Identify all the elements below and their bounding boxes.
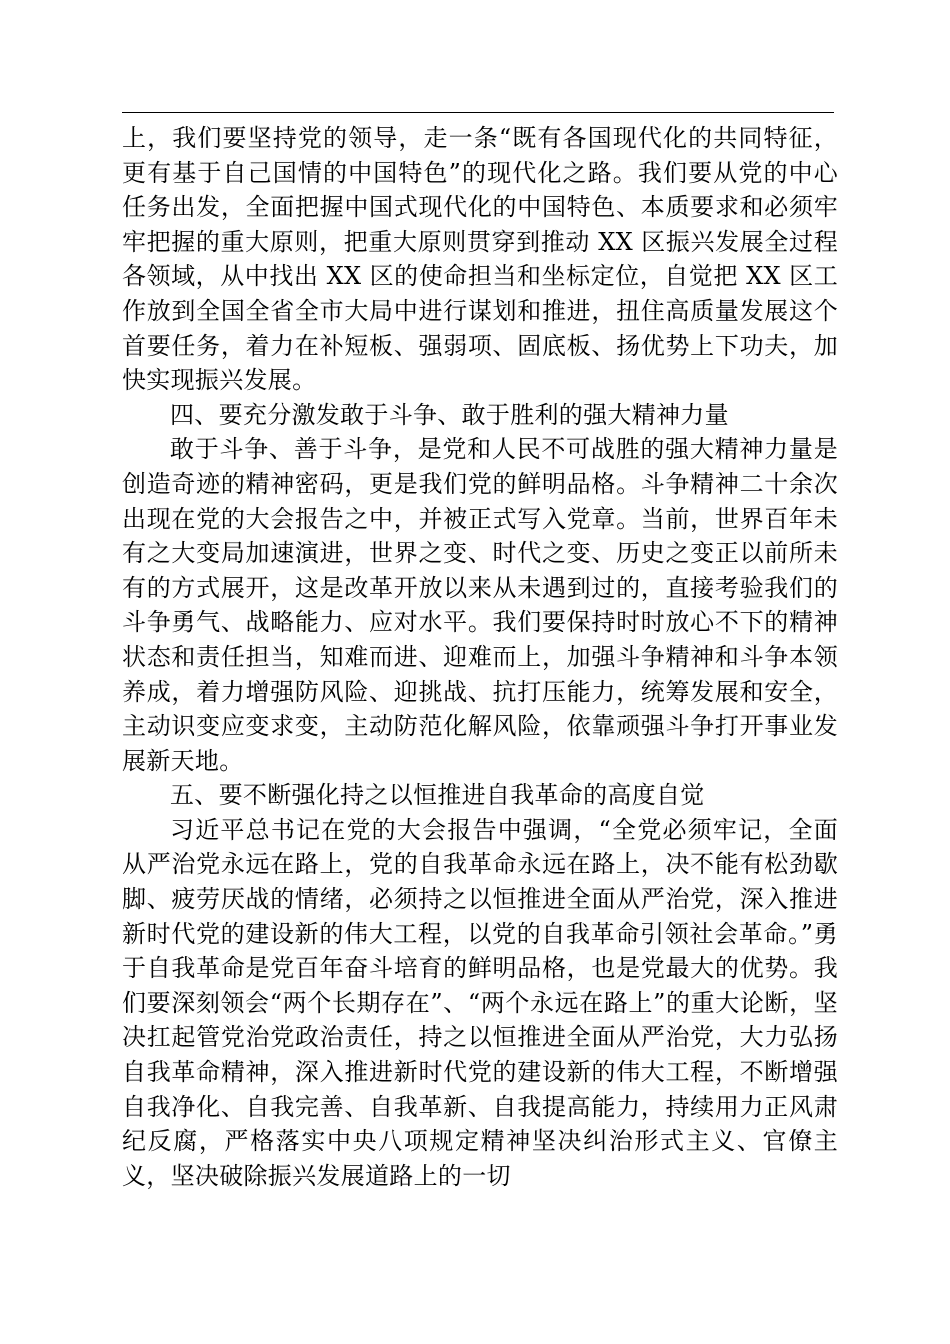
paragraph-self-revolution: 习近平总书记在党的大会报告中强调，“全党必须牢记，全面从严治党永远在路上，党的自我革命永远在路上，决不能有松劲歇脚、疲劳厌战的情绪，必须持之以恒推进全面从严治党，深入推进新时代党的建设新的伟大工程，以党的自我革命引领社会革命。”勇于自我革命是党百年奋斗培育的鲜明品格，也是党最大的优势。我们要深刻领会“两个长期存在”、“两个永远在路上”的重大论断，坚决扛起管党治党政治责任，持之以恒推进全面从严治党，大力弘扬自我革命精神，深入推进新时代党的建设新的伟大工程，不断增强自我净化、自我完善、自我革新、自我提高能力，持续用力正风肃纪反腐，严格落实中央八项规定精神坚决纠治形式主义、官僚主义，坚决破除振兴发展道路上的一切: [122, 815, 838, 1190]
section-heading-five: 五、要不断强化持之以恒推进自我革命的高度自觉: [170, 781, 705, 810]
paragraph-struggle-spirit: 敢于斗争、善于斗争，是党和人民不可战胜的强大精神力量是创造奇迹的精神密码，更是我们党的鲜明品格。斗争精神二十余次出现在党的大会报告之中，并被正式写入党章。当前，世界百年未有之大变局加速演进，世界之变、时代之变、历史之变正以前所未有的方式展开，这是改革开放以来从未遇到过的，直接考验我们的斗争勇气、战略能力、应对水平。我们要保持时时放心不下的精神状态和责任担当，知难而进、迎难而上，加强斗争精神和斗争本领养成，着力增强防风险、迎挑战、抗打压能力，统筹发展和安全，主动识变应变求变，主动防范化解风险，依靠顽强斗争打开事业发展新天地。: [122, 435, 838, 775]
header-rule: [122, 112, 834, 113]
paragraph-continuation: 上，我们要坚持党的领导，走一条“既有各国现代化的共同特征，更有基于自己国情的中国特色”的现代化之路。我们要从党的中心任务出发，全面把握中国式现代化的中国特色、本质要求和必须牢牢把握的重大原则，把重大原则贯穿到推动 XX 区振兴发展全过程各领域，从中找出 XX 区的使命担当和坐标定位，自觉把 XX 区工作放到全国全省全市大局中进行谋划和推进，扭住高质量发展这个首要任务，着力在补短板、强弱项、固底板、扬优势上下功夫，加快实现振兴发展。: [122, 124, 838, 395]
section-heading-four: 四、要充分激发敢于斗争、敢于胜利的强大精神力量: [170, 400, 729, 429]
document-body: [122, 121, 838, 1193]
